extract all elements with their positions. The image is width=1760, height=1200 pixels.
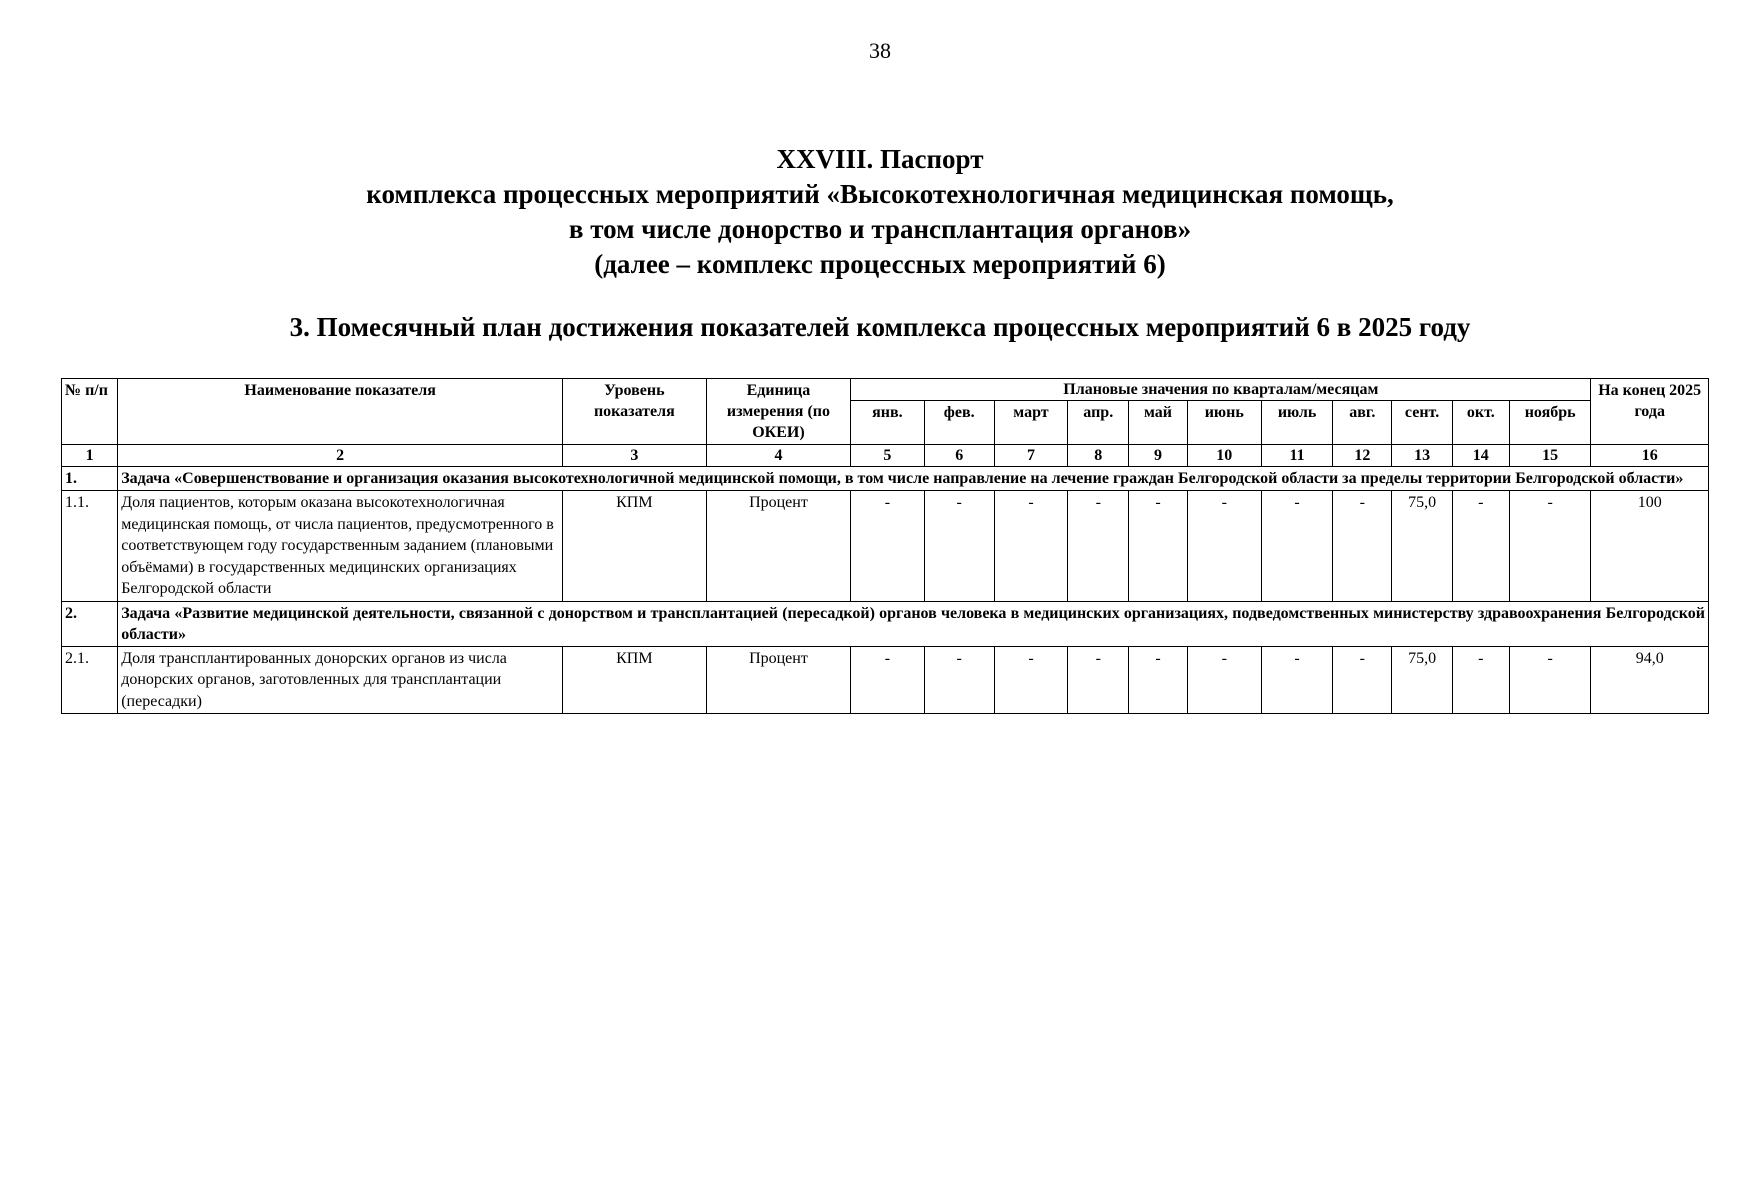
indicator-name: Доля трансплантированных донорских органов из числа донорских органов, заготовленных для трансплантации (пересадки)	[118, 646, 563, 714]
indicator-unit: Процент	[706, 646, 851, 714]
month-value: -	[1187, 491, 1261, 602]
header-plan: Плановые значения по кварталам/месяцам	[851, 379, 1591, 401]
month-value: -	[1452, 646, 1509, 714]
page-number: 38	[869, 38, 891, 63]
document-title	[0, 142, 1760, 282]
header-month: ноябрь	[1509, 401, 1590, 445]
title-line-1: XXVIII. Паспорт	[776, 144, 984, 174]
month-value: -	[851, 491, 924, 602]
header-month: май	[1129, 401, 1187, 445]
header-month: апр.	[1068, 401, 1129, 445]
column-number: 1	[62, 445, 118, 467]
indicator-name: Доля пациентов, которым оказана высокотехнологичная медицинская помощь, от числа пациентов, предусмотренного в соответствующем году государственным заданием (плановыми объёмами) в государственных медицинских организациях Белгородской области	[118, 491, 563, 602]
month-value: -	[924, 646, 994, 714]
header-month: фев.	[924, 401, 994, 445]
column-number: 4	[706, 445, 851, 467]
month-value: -	[924, 491, 994, 602]
table-row	[62, 646, 1709, 714]
task-text: Задача «Совершенствование и организация оказания высокотехнологичной медицинской помощи, в том числе направление на лечение граждан Белгородской области за пределы территории Белгородской области»	[118, 467, 1709, 491]
column-number: 10	[1187, 445, 1261, 467]
task-number: 1.	[62, 467, 118, 491]
column-number: 13	[1392, 445, 1452, 467]
plan-table	[61, 378, 1709, 714]
row-number: 1.1.	[62, 491, 118, 602]
header-month: янв.	[851, 401, 924, 445]
task-text: Задача «Развитие медицинской деятельности, связанной с донорством и трансплантацией (пересадкой) органов человека в медицинских организациях, подведомственных министерству здравоохранения Белгородской области»	[118, 601, 1709, 646]
indicator-level: КПМ	[563, 646, 707, 714]
header-end: На конец 2025 года	[1591, 379, 1709, 445]
task-number: 2.	[62, 601, 118, 646]
end-year-value: 100	[1591, 491, 1709, 602]
column-number: 9	[1129, 445, 1187, 467]
column-number: 5	[851, 445, 924, 467]
table-row	[62, 491, 1709, 602]
header-row-1	[62, 379, 1709, 401]
header-month: авг.	[1333, 401, 1392, 445]
month-value: -	[1333, 646, 1392, 714]
end-year-value: 94,0	[1591, 646, 1709, 714]
indicator-unit: Процент	[706, 491, 851, 602]
month-value: -	[1187, 646, 1261, 714]
column-number: 6	[924, 445, 994, 467]
month-value: -	[1068, 491, 1129, 602]
column-number: 7	[994, 445, 1067, 467]
month-value: -	[1261, 646, 1332, 714]
indicator-level: КПМ	[563, 491, 707, 602]
column-number: 15	[1509, 445, 1590, 467]
month-value: -	[1261, 491, 1332, 602]
column-number: 8	[1068, 445, 1129, 467]
header-num: № п/п	[62, 379, 118, 445]
title-line-2: комплекса процессных мероприятий «Высокотехнологичная медицинская помощь,	[366, 179, 1394, 209]
column-number: 11	[1261, 445, 1332, 467]
month-value: 75,0	[1392, 491, 1452, 602]
month-value: -	[1333, 491, 1392, 602]
month-value: -	[1129, 491, 1187, 602]
month-value: -	[1509, 646, 1590, 714]
column-number: 12	[1333, 445, 1392, 467]
month-value: -	[1068, 646, 1129, 714]
column-number-row	[62, 445, 1709, 467]
month-value: -	[1129, 646, 1187, 714]
task-row	[62, 601, 1709, 646]
month-value: 75,0	[1392, 646, 1452, 714]
month-value: -	[994, 646, 1067, 714]
header-month: июль	[1261, 401, 1332, 445]
month-value: -	[1452, 491, 1509, 602]
header-month: июнь	[1187, 401, 1261, 445]
row-number: 2.1.	[62, 646, 118, 714]
column-number: 14	[1452, 445, 1509, 467]
header-month: сент.	[1392, 401, 1452, 445]
column-number: 2	[118, 445, 563, 467]
month-value: -	[851, 646, 924, 714]
month-value: -	[994, 491, 1067, 602]
header-unit: Единица измерения (по ОКЕИ)	[706, 379, 851, 445]
month-value: -	[1509, 491, 1590, 602]
column-number: 16	[1591, 445, 1709, 467]
header-month: окт.	[1452, 401, 1509, 445]
task-row	[62, 467, 1709, 491]
column-number: 3	[563, 445, 707, 467]
header-level: Уровень показателя	[563, 379, 707, 445]
header-month: март	[994, 401, 1067, 445]
title-line-3: в том числе донорство и трансплантация органов»	[568, 214, 1192, 244]
header-name: Наименование показателя	[118, 379, 563, 445]
title-line-4: (далее – комплекс процессных мероприятий 6)	[594, 249, 1166, 279]
section-title: 3. Помесячный план достижения показателей комплекса процессных мероприятий 6 в 2025 году	[289, 312, 1471, 342]
